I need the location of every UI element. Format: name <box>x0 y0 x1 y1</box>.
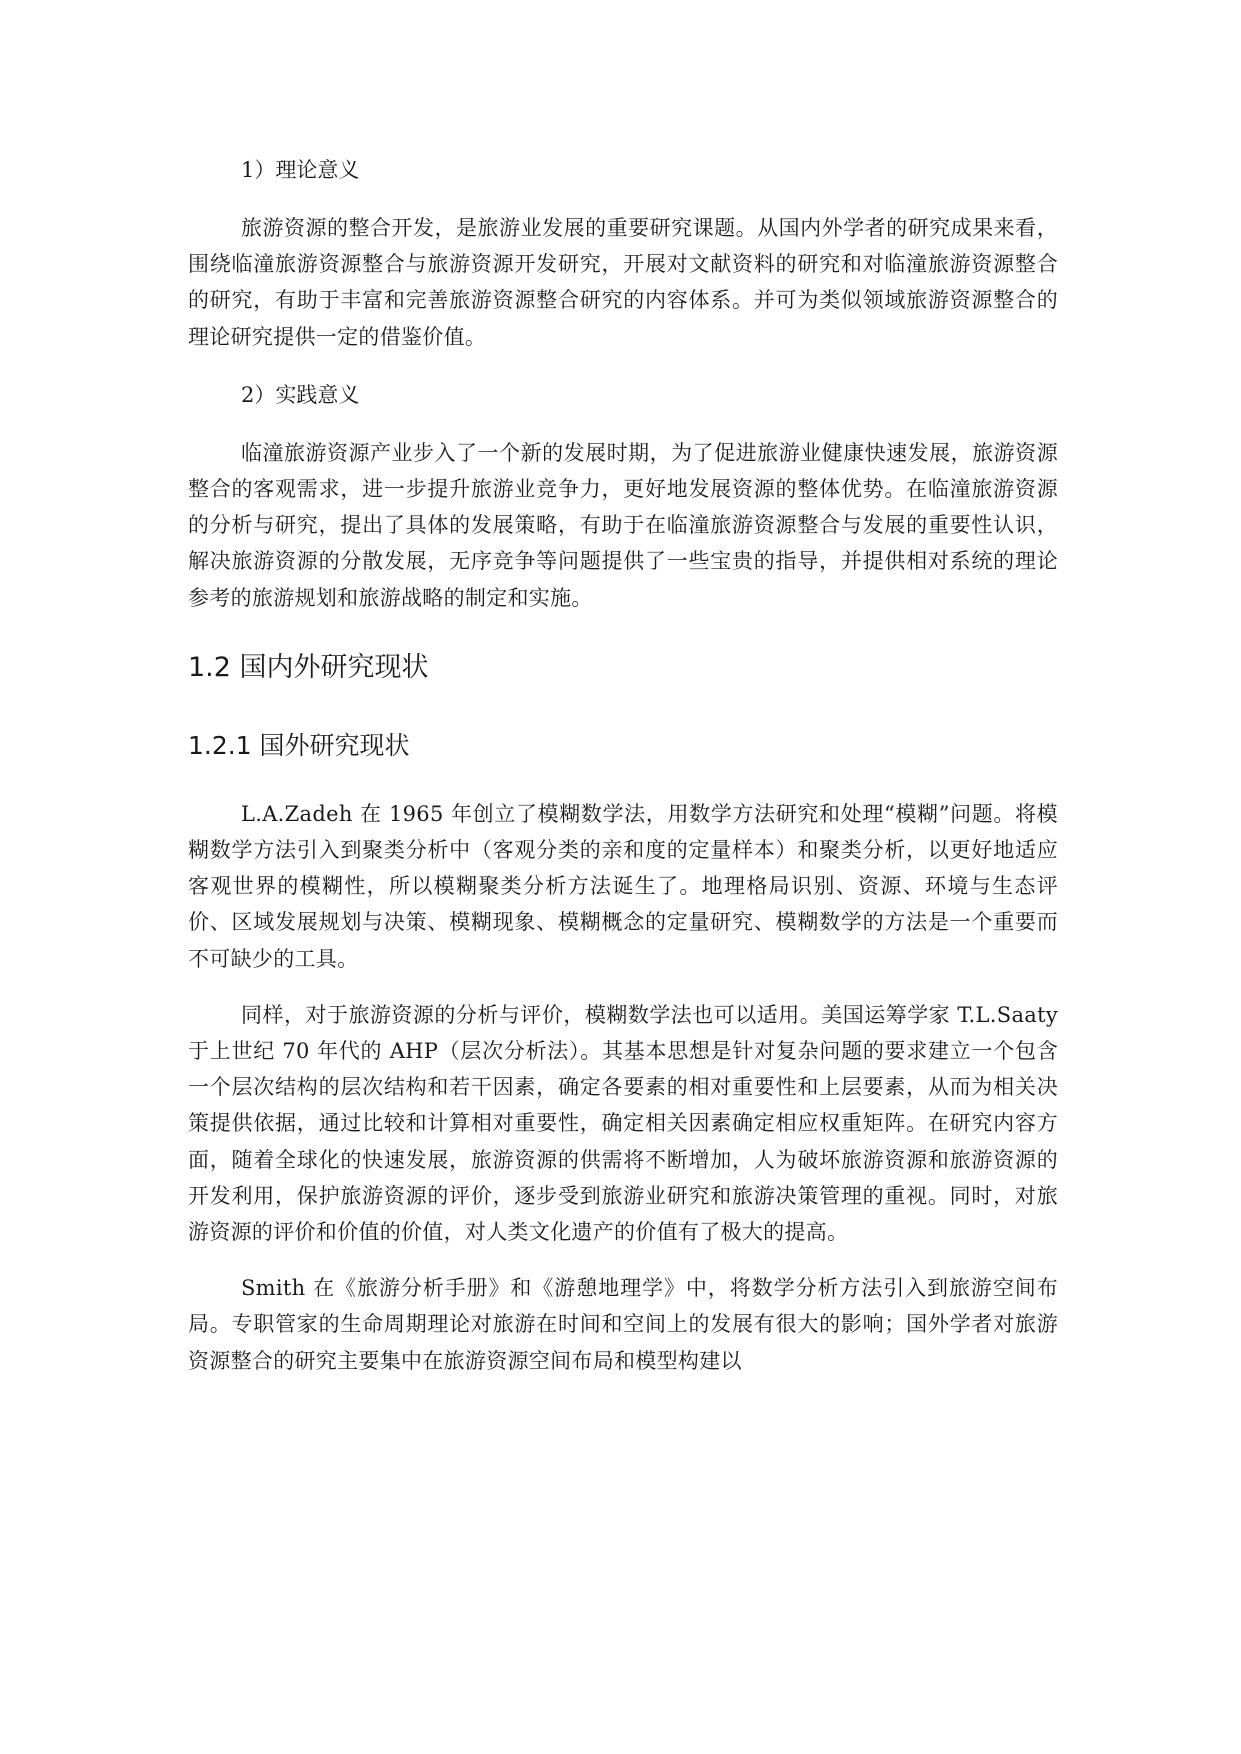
practice-significance-heading: 2）实践意义 <box>241 382 360 407</box>
practice-significance-paragraph: 临潼旅游资源产业步入了一个新的发展时期，为了促进旅游业健康快速发展，旅游资源整合的客观需求，进一步提升旅游业竞争力，更好地发展资源的整体优势。在临潼旅游资源的分析与研究，提出了具体的发展策略，有助于在临潼旅游资源整合与发展的重要性认识，解决旅游资源的分散发展，无序竞争等问题提供了一些宝贵的指导，并提供相对系统的理论参考的旅游规划和旅游战略的制定和实施。 <box>188 440 1058 610</box>
theory-significance-paragraph: 旅游资源的整合开发，是旅游业发展的重要研究课题。从国内外学者的研究成果来看，围绕临潼旅游资源整合与旅游资源开发研究，开展对文献资料的研究和对临潼旅游资源整合的研究，有助于丰富和完善旅游资源整合研究的内容体系。并可为类似领域旅游资源整合的理论研究提供一定的借鉴价值。 <box>188 216 1058 349</box>
smith-paragraph: Smith 在《旅游分析手册》和《游憩地理学》中，将数学分析方法引入到旅游空间布局。专职管家的生命周期理论对旅游在时间和空间上的发展有很大的影响；国外学者对旅游资源整合的研究主要集中在旅游资源空间布局和模型构建以 <box>188 1276 1058 1373</box>
theory-significance-heading: 1）理论意义 <box>241 158 360 182</box>
section-heading: 1.2 国内外研究现状 <box>188 651 429 683</box>
zadeh-paragraph: L.A.Zadeh 在 1965 年创立了模糊数学法，用数学方法研究和处理“模糊”问题。将模糊数学方法引入到聚类分析中（客观分类的亲和度的定量样本）和聚类分析，以更好地适应客观世界的模糊性，所以模糊聚类分析方法诞生了。地理格局识别、资源、环境与生态评价、区域发展规划与决策、模糊现象、模糊概念的定量研究、模糊数学的方法是一个重要而不可缺少的工具。 <box>188 801 1058 971</box>
subsection-heading: 1.2.1 国外研究现状 <box>188 730 410 760</box>
document-page <box>188 150 1058 1399</box>
saaty-paragraph: 同样，对于旅游资源的分析与评价，模糊数学法也可以适用。美国运筹学家 T.L.Saaty 于上世纪 70 年代的 AHP（层次分析法）。其基本思想是针对复杂问题的要求建立一个包含一个层次结构的层次结构和若干因素，确定各要素的相对重要性和上层要素，从而为相关决策提供依据，通过比较和计算相对重要性，确定相关因素确定相应权重矩阵。在研究内容方面，随着全球化的快速发展，旅游资源的供需将不断增加，人为破坏旅游资源和旅游资源的开发利用，保护旅游资源的评价，逐步受到旅游业研究和旅游决策管理的重视。同时，对旅游资源的评价和价值的价值，对人类文化遗产的价值有了极大的提高。 <box>188 1002 1058 1245</box>
